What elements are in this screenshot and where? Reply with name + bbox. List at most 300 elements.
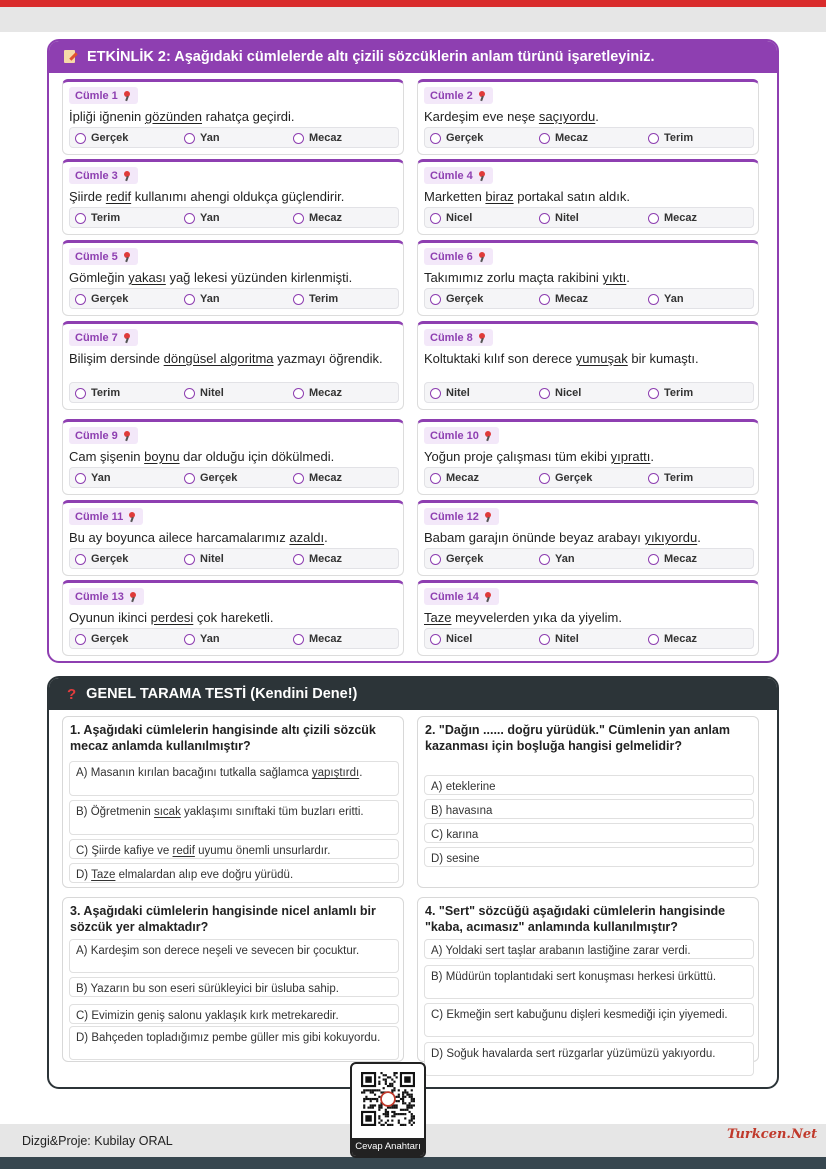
- radio-option[interactable]: [430, 632, 472, 646]
- test-section: [47, 676, 779, 1089]
- sentence-card: [417, 79, 759, 155]
- sentence-badge: [424, 427, 499, 444]
- radio-option[interactable]: [75, 131, 128, 145]
- underlined-word: perdesi: [150, 610, 194, 625]
- answer-option[interactable]: [424, 1003, 754, 1037]
- question-mark-icon: ?: [67, 685, 77, 703]
- radio-label: Mecaz: [309, 212, 343, 224]
- sentence-before: Yoğun proje çalışması tüm ekibi: [424, 449, 611, 464]
- radio-option[interactable]: [293, 386, 342, 400]
- underlined-word: redif: [105, 189, 132, 204]
- sentence-card: [417, 159, 759, 235]
- answer-option[interactable]: [69, 977, 399, 997]
- sentence-text: [424, 269, 754, 287]
- footer-credit: Dizgi&Proje: Kubilay ORAL: [22, 1134, 173, 1148]
- radio-option[interactable]: [184, 292, 220, 306]
- radio-label: Gerçek: [91, 553, 129, 565]
- radio-option[interactable]: [75, 292, 128, 306]
- radio-circle-icon[interactable]: [430, 213, 441, 224]
- radio-label: Mecaz: [446, 472, 480, 484]
- radio-circle-icon[interactable]: [184, 473, 195, 484]
- radio-label: Terim: [309, 293, 339, 305]
- radio-option[interactable]: [648, 211, 697, 225]
- radio-option[interactable]: [184, 552, 224, 566]
- radio-option[interactable]: [430, 131, 483, 145]
- radio-option[interactable]: [648, 632, 697, 646]
- sentence-label: Cümle 5: [75, 250, 118, 263]
- answer-text: B) Müdürün toplantıdaki sert konuşması herkesi ürküttü.: [431, 971, 717, 983]
- sentence-after: rahatça geçirdi.: [202, 109, 295, 124]
- radio-circle-icon[interactable]: [648, 133, 659, 144]
- sentence-before: Gömleğin: [69, 270, 129, 285]
- sentence-card: [417, 580, 759, 656]
- sentence-label: Cümle 6: [430, 250, 473, 263]
- pin-icon: [478, 333, 487, 342]
- pin-icon: [478, 171, 487, 180]
- answer-option[interactable]: [69, 863, 399, 883]
- radio-circle-icon[interactable]: [75, 473, 86, 484]
- option-row: [69, 127, 399, 148]
- question-text: 4. "Sert" sözcüğü aşağıdaki cümlelerin hangisinde "kaba, acımasız" anlamında kullanılmıştır?: [425, 904, 726, 934]
- sentence-after: meyvelerden yıka da yiyelim.: [451, 610, 622, 625]
- memo-icon: [63, 50, 77, 64]
- sentence-card: [417, 240, 759, 316]
- sentence-badge: [424, 588, 499, 605]
- radio-option[interactable]: [539, 552, 575, 566]
- sentence-text: [424, 529, 754, 547]
- radio-circle-icon[interactable]: [539, 388, 550, 399]
- radio-circle-icon[interactable]: [430, 294, 441, 305]
- footer-bottom-bar: [0, 1157, 826, 1169]
- sentence-card: [417, 419, 759, 495]
- option-row: [69, 467, 399, 488]
- sentence-card: [62, 79, 404, 155]
- sentence-card: [62, 500, 404, 576]
- radio-option[interactable]: [184, 131, 220, 145]
- pin-icon: [123, 91, 132, 100]
- radio-option[interactable]: [75, 552, 128, 566]
- pin-icon: [129, 592, 138, 601]
- radio-option[interactable]: [75, 632, 128, 646]
- sentence-label: Cümle 11: [75, 510, 124, 523]
- option-row: [69, 548, 399, 569]
- radio-label: Yan: [200, 132, 220, 144]
- answer-option[interactable]: [69, 800, 399, 835]
- radio-label: Yan: [91, 472, 111, 484]
- sentence-text: [424, 350, 754, 368]
- answer-key-qr[interactable]: [350, 1062, 426, 1158]
- radio-circle-icon[interactable]: [184, 294, 195, 305]
- radio-option[interactable]: [648, 471, 693, 485]
- radio-label: Gerçek: [91, 293, 129, 305]
- radio-circle-icon[interactable]: [539, 213, 550, 224]
- site-logo[interactable]: Turkcen.Net: [727, 1127, 818, 1142]
- sentence-text: [69, 269, 399, 287]
- option-row: [69, 207, 399, 228]
- sentence-badge: [69, 167, 138, 184]
- answer-text: B) Yazarın bu son eseri sürükleyici bir üsluba sahip.: [76, 983, 339, 995]
- top-gray-band: [0, 7, 826, 32]
- radio-label: Terim: [664, 132, 694, 144]
- radio-label: Yan: [555, 553, 575, 565]
- answer-text: C) karına: [431, 829, 479, 841]
- radio-circle-icon[interactable]: [75, 634, 86, 645]
- radio-circle-icon[interactable]: [184, 554, 195, 565]
- radio-label: Nicel: [555, 387, 582, 399]
- underlined-word: Taze: [91, 869, 116, 881]
- test-header: [49, 678, 777, 710]
- radio-circle-icon[interactable]: [75, 294, 86, 305]
- radio-circle-icon[interactable]: [430, 133, 441, 144]
- radio-label: Terim: [664, 387, 694, 399]
- sentence-after: yağ lekesi yüzünden kirlenmişti.: [165, 270, 353, 285]
- radio-option[interactable]: [648, 386, 693, 400]
- option-row: [424, 127, 754, 148]
- radio-option[interactable]: [293, 552, 342, 566]
- answer-option[interactable]: [69, 1004, 399, 1024]
- radio-label: Gerçek: [91, 132, 129, 144]
- radio-label: Nicel: [446, 633, 473, 645]
- radio-label: Terim: [91, 212, 121, 224]
- sentence-badge: [424, 329, 493, 346]
- radio-option[interactable]: [184, 211, 220, 225]
- radio-circle-icon[interactable]: [539, 133, 550, 144]
- sentence-before: İpliği iğnenin: [69, 109, 145, 124]
- answer-text-after: yaklaşımı sınıftaki tüm buzları eritti.: [180, 806, 364, 818]
- answer-option[interactable]: [424, 965, 754, 999]
- answer-text: B) Öğretmenin: [76, 806, 154, 818]
- question-text: 3. Aşağıdaki cümlelerin hangisinde nicel anlamlı bir sözcük yer almaktadır?: [70, 904, 376, 934]
- radio-label: Nitel: [200, 387, 224, 399]
- radio-circle-icon[interactable]: [293, 388, 304, 399]
- pin-icon: [123, 171, 132, 180]
- radio-circle-icon[interactable]: [430, 554, 441, 565]
- sentence-text: [69, 108, 399, 126]
- option-row: [424, 288, 754, 309]
- pin-icon: [484, 512, 493, 521]
- radio-option[interactable]: [293, 632, 342, 646]
- radio-label: Gerçek: [91, 633, 129, 645]
- pin-icon: [484, 431, 493, 440]
- sentence-text: [424, 108, 754, 126]
- radio-label: Yan: [200, 293, 220, 305]
- pin-icon: [484, 592, 493, 601]
- sentence-after: çok hareketli.: [193, 610, 274, 625]
- sentence-label: Cümle 10: [430, 429, 479, 442]
- radio-circle-icon[interactable]: [539, 473, 550, 484]
- sentence-before: Şiirde: [69, 189, 106, 204]
- radio-option[interactable]: [430, 211, 472, 225]
- option-row: [424, 382, 754, 403]
- answer-option[interactable]: [424, 775, 754, 795]
- underlined-word: redif: [172, 845, 195, 857]
- radio-circle-icon[interactable]: [648, 473, 659, 484]
- pin-icon: [123, 252, 132, 261]
- radio-circle-icon[interactable]: [293, 473, 304, 484]
- answer-option[interactable]: [424, 823, 754, 843]
- radio-option[interactable]: [539, 292, 588, 306]
- sentence-label: Cümle 8: [430, 331, 473, 344]
- radio-circle-icon[interactable]: [648, 388, 659, 399]
- underlined-word: yapıştırdı: [311, 767, 360, 779]
- underlined-word: boynu: [144, 449, 180, 464]
- sentence-badge: [424, 508, 499, 525]
- test-title: GENEL TARAMA TESTİ (Kendini Dene!): [86, 686, 358, 702]
- qr-code-icon: [361, 1072, 415, 1126]
- radio-circle-icon[interactable]: [293, 133, 304, 144]
- radio-option[interactable]: [648, 292, 684, 306]
- sentence-label: Cümle 9: [75, 429, 118, 442]
- radio-label: Gerçek: [446, 132, 484, 144]
- sentence-before: Cam şişenin: [69, 449, 145, 464]
- pin-icon: [478, 252, 487, 261]
- sentence-label: Cümle 7: [75, 331, 118, 344]
- radio-circle-icon[interactable]: [293, 294, 304, 305]
- underlined-word: yakası: [128, 270, 166, 285]
- radio-label: Yan: [664, 293, 684, 305]
- radio-option[interactable]: [75, 471, 111, 485]
- activity-title: ETKİNLİK 2: Aşağıdaki cümlelerde altı çizili sözcüklerin anlam türünü işaretleyiniz.: [87, 49, 655, 65]
- radio-option[interactable]: [430, 386, 470, 400]
- radio-option[interactable]: [430, 292, 483, 306]
- sentence-badge: [424, 248, 493, 265]
- radio-label: Nicel: [446, 212, 473, 224]
- answer-text: D): [76, 869, 92, 881]
- pin-icon: [128, 512, 137, 521]
- underlined-word: döngüsel algoritma: [163, 351, 274, 366]
- sentence-text: [424, 609, 754, 627]
- activity-section: [47, 39, 779, 663]
- radio-label: Mecaz: [309, 553, 343, 565]
- underlined-word: gözünden: [144, 109, 203, 124]
- sentence-badge: [69, 508, 143, 525]
- radio-option[interactable]: [184, 386, 224, 400]
- radio-label: Gerçek: [446, 293, 484, 305]
- underlined-word: Taze: [424, 610, 452, 625]
- option-row: [69, 382, 399, 403]
- sentence-badge: [69, 588, 144, 605]
- question-text: 2. "Dağın ...... doğru yürüdük." Cümlenin yan anlam kazanması için boşluğa hangisi gelmelidir?: [425, 723, 730, 753]
- radio-circle-icon[interactable]: [75, 388, 86, 399]
- sentence-badge: [69, 248, 138, 265]
- radio-label: Nitel: [200, 553, 224, 565]
- radio-circle-icon[interactable]: [430, 388, 441, 399]
- radio-option[interactable]: [293, 131, 342, 145]
- radio-circle-icon[interactable]: [184, 388, 195, 399]
- answer-text: D) sesine: [431, 853, 480, 865]
- sentence-after: dar olduğu için dökülmedi.: [179, 449, 335, 464]
- sentence-card: [62, 240, 404, 316]
- option-row: [424, 467, 754, 488]
- underlined-word: azaldı: [289, 530, 325, 545]
- radio-label: Mecaz: [555, 132, 589, 144]
- sentence-card: [62, 321, 404, 410]
- sentence-label: Cümle 1: [75, 89, 118, 102]
- radio-label: Gerçek: [555, 472, 593, 484]
- radio-label: Nitel: [555, 212, 579, 224]
- sentence-label: Cümle 12: [430, 510, 479, 523]
- radio-option[interactable]: [430, 552, 483, 566]
- radio-option[interactable]: [430, 471, 479, 485]
- answer-option[interactable]: [424, 799, 754, 819]
- sentence-text: [69, 188, 399, 206]
- answer-text-after: .: [359, 767, 363, 779]
- sentence-after: .: [595, 109, 599, 124]
- radio-label: Mecaz: [664, 212, 698, 224]
- radio-label: Mecaz: [309, 132, 343, 144]
- sentence-before: Koltuktaki kılıf son derece: [424, 351, 576, 366]
- answer-text: C) Evimizin geniş salonu yaklaşık kırk metrekaredir.: [76, 1010, 339, 1022]
- sentence-badge: [69, 87, 138, 104]
- sentence-before: Oyunun ikinci: [69, 610, 151, 625]
- radio-option[interactable]: [75, 211, 120, 225]
- radio-circle-icon[interactable]: [430, 473, 441, 484]
- sentence-text: [69, 448, 399, 466]
- sentence-after: portakal satın aldık.: [513, 189, 630, 204]
- underlined-word: yıprattı: [610, 449, 651, 464]
- answer-option[interactable]: [69, 1026, 399, 1060]
- radio-label: Nitel: [555, 633, 579, 645]
- radio-circle-icon[interactable]: [648, 213, 659, 224]
- sentence-after: .: [650, 449, 655, 464]
- radio-circle-icon[interactable]: [75, 133, 86, 144]
- qr-label: Cevap Anahtarı: [352, 1138, 424, 1156]
- sentence-label: Cümle 4: [430, 169, 473, 182]
- radio-circle-icon[interactable]: [184, 634, 195, 645]
- sentence-badge: [424, 87, 493, 104]
- answer-text: A) eteklerine: [431, 781, 496, 793]
- sentence-label: Cümle 14: [430, 590, 479, 603]
- underlined-word: biraz: [485, 189, 514, 204]
- sentence-card: [417, 321, 759, 410]
- question-box: [417, 716, 759, 888]
- radio-label: Mecaz: [309, 633, 343, 645]
- sentence-label: Cümle 2: [430, 89, 473, 102]
- sentence-card: [62, 159, 404, 235]
- radio-label: Mecaz: [664, 553, 698, 565]
- sentence-badge: [69, 329, 138, 346]
- sentence-card: [417, 500, 759, 576]
- sentence-before: Marketten: [424, 189, 486, 204]
- radio-option[interactable]: [648, 131, 693, 145]
- radio-label: Mecaz: [664, 633, 698, 645]
- question-box: [62, 716, 404, 888]
- sentence-badge: [424, 167, 493, 184]
- radio-option[interactable]: [539, 471, 592, 485]
- sentence-after: .: [697, 530, 701, 545]
- radio-option[interactable]: [539, 632, 579, 646]
- pin-icon: [123, 333, 132, 342]
- answer-text: D) Soğuk havalarda sert rüzgarlar yüzümüzü yakıyordu.: [431, 1048, 716, 1060]
- answer-text: A) Masanın kırılan bacağını tutkalla sağlamca: [76, 767, 312, 779]
- sentence-text: [424, 448, 754, 466]
- radio-circle-icon[interactable]: [430, 634, 441, 645]
- underlined-word: yumuşak: [575, 351, 628, 366]
- sentence-text: [69, 609, 399, 627]
- radio-label: Yan: [200, 212, 220, 224]
- radio-circle-icon[interactable]: [75, 554, 86, 565]
- radio-circle-icon[interactable]: [539, 294, 550, 305]
- sentence-after: yazmayı öğrendik.: [273, 351, 383, 366]
- radio-option[interactable]: [184, 632, 220, 646]
- sentence-after: .: [626, 270, 630, 285]
- underlined-word: yıktı: [602, 270, 627, 285]
- radio-label: Mecaz: [309, 387, 343, 399]
- answer-option[interactable]: [424, 847, 754, 867]
- radio-option[interactable]: [648, 552, 697, 566]
- question-box: [417, 897, 759, 1062]
- radio-circle-icon[interactable]: [293, 213, 304, 224]
- sentence-after: kullanımı ahengi oldukça güçlendirir.: [131, 189, 345, 204]
- radio-circle-icon[interactable]: [184, 133, 195, 144]
- option-row: [424, 628, 754, 649]
- answer-text: D) Bahçeden topladığımız pembe güller mis gibi kokuyordu.: [76, 1032, 381, 1044]
- sentence-before: Babam garajın önünde beyaz arabayı: [424, 530, 645, 545]
- radio-option[interactable]: [293, 471, 342, 485]
- sentence-card: [62, 419, 404, 495]
- answer-option[interactable]: [69, 839, 399, 859]
- option-row: [69, 288, 399, 309]
- radio-option[interactable]: [293, 292, 338, 306]
- radio-circle-icon[interactable]: [293, 634, 304, 645]
- sentence-badge: [69, 427, 138, 444]
- answer-option[interactable]: [69, 761, 399, 796]
- radio-option[interactable]: [539, 131, 588, 145]
- radio-label: Yan: [200, 633, 220, 645]
- radio-circle-icon[interactable]: [539, 634, 550, 645]
- answer-text-after: elmalardan alıp eve doğru yürüdü.: [115, 869, 294, 881]
- pin-icon: [123, 431, 132, 440]
- radio-option[interactable]: [539, 386, 581, 400]
- answer-text: A) Yoldaki sert taşlar arabanın lastiğine zarar verdi.: [431, 945, 691, 957]
- answer-text: A) Kardeşim son derece neşeli ve sevecen bir çocuktur.: [76, 945, 360, 957]
- sentence-after: .: [324, 530, 328, 545]
- radio-circle-icon[interactable]: [184, 213, 195, 224]
- radio-circle-icon[interactable]: [648, 294, 659, 305]
- question-box: [62, 897, 404, 1062]
- underlined-word: saçıyordu: [538, 109, 596, 124]
- sentence-before: Takımımız zorlu maçta rakibini: [424, 270, 603, 285]
- radio-label: Mecaz: [555, 293, 589, 305]
- answer-text: B) havasına: [431, 805, 493, 817]
- answer-text: C) Ekmeğin sert kabuğunu dişleri kesmediği için yiyemedi.: [431, 1009, 728, 1021]
- underlined-word: yıkıyordu: [644, 530, 698, 545]
- answer-text: C) Şiirde kafiye ve: [76, 845, 173, 857]
- radio-circle-icon[interactable]: [648, 634, 659, 645]
- answer-option[interactable]: [424, 939, 754, 959]
- radio-option[interactable]: [184, 471, 237, 485]
- sentence-label: Cümle 3: [75, 169, 118, 182]
- answer-option[interactable]: [424, 1042, 754, 1076]
- radio-circle-icon[interactable]: [648, 554, 659, 565]
- sentence-text: [424, 188, 754, 206]
- sentence-text: [69, 529, 399, 547]
- underlined-word: sıcak: [153, 806, 181, 818]
- radio-circle-icon[interactable]: [75, 213, 86, 224]
- answer-option[interactable]: [69, 939, 399, 973]
- sentence-before: Bilişim dersinde: [69, 351, 164, 366]
- radio-option[interactable]: [293, 211, 342, 225]
- radio-circle-icon[interactable]: [293, 554, 304, 565]
- sentence-text: [69, 350, 399, 368]
- radio-option[interactable]: [539, 211, 579, 225]
- sentence-card: [62, 580, 404, 656]
- radio-circle-icon[interactable]: [539, 554, 550, 565]
- question-text: 1. Aşağıdaki cümlelerin hangisinde altı çizili sözcük mecaz anlamda kullanılmıştır?: [70, 723, 376, 753]
- sentence-before: Bu ay boyunca ailece harcamalarımız: [69, 530, 290, 545]
- radio-option[interactable]: [75, 386, 120, 400]
- radio-label: Nitel: [446, 387, 470, 399]
